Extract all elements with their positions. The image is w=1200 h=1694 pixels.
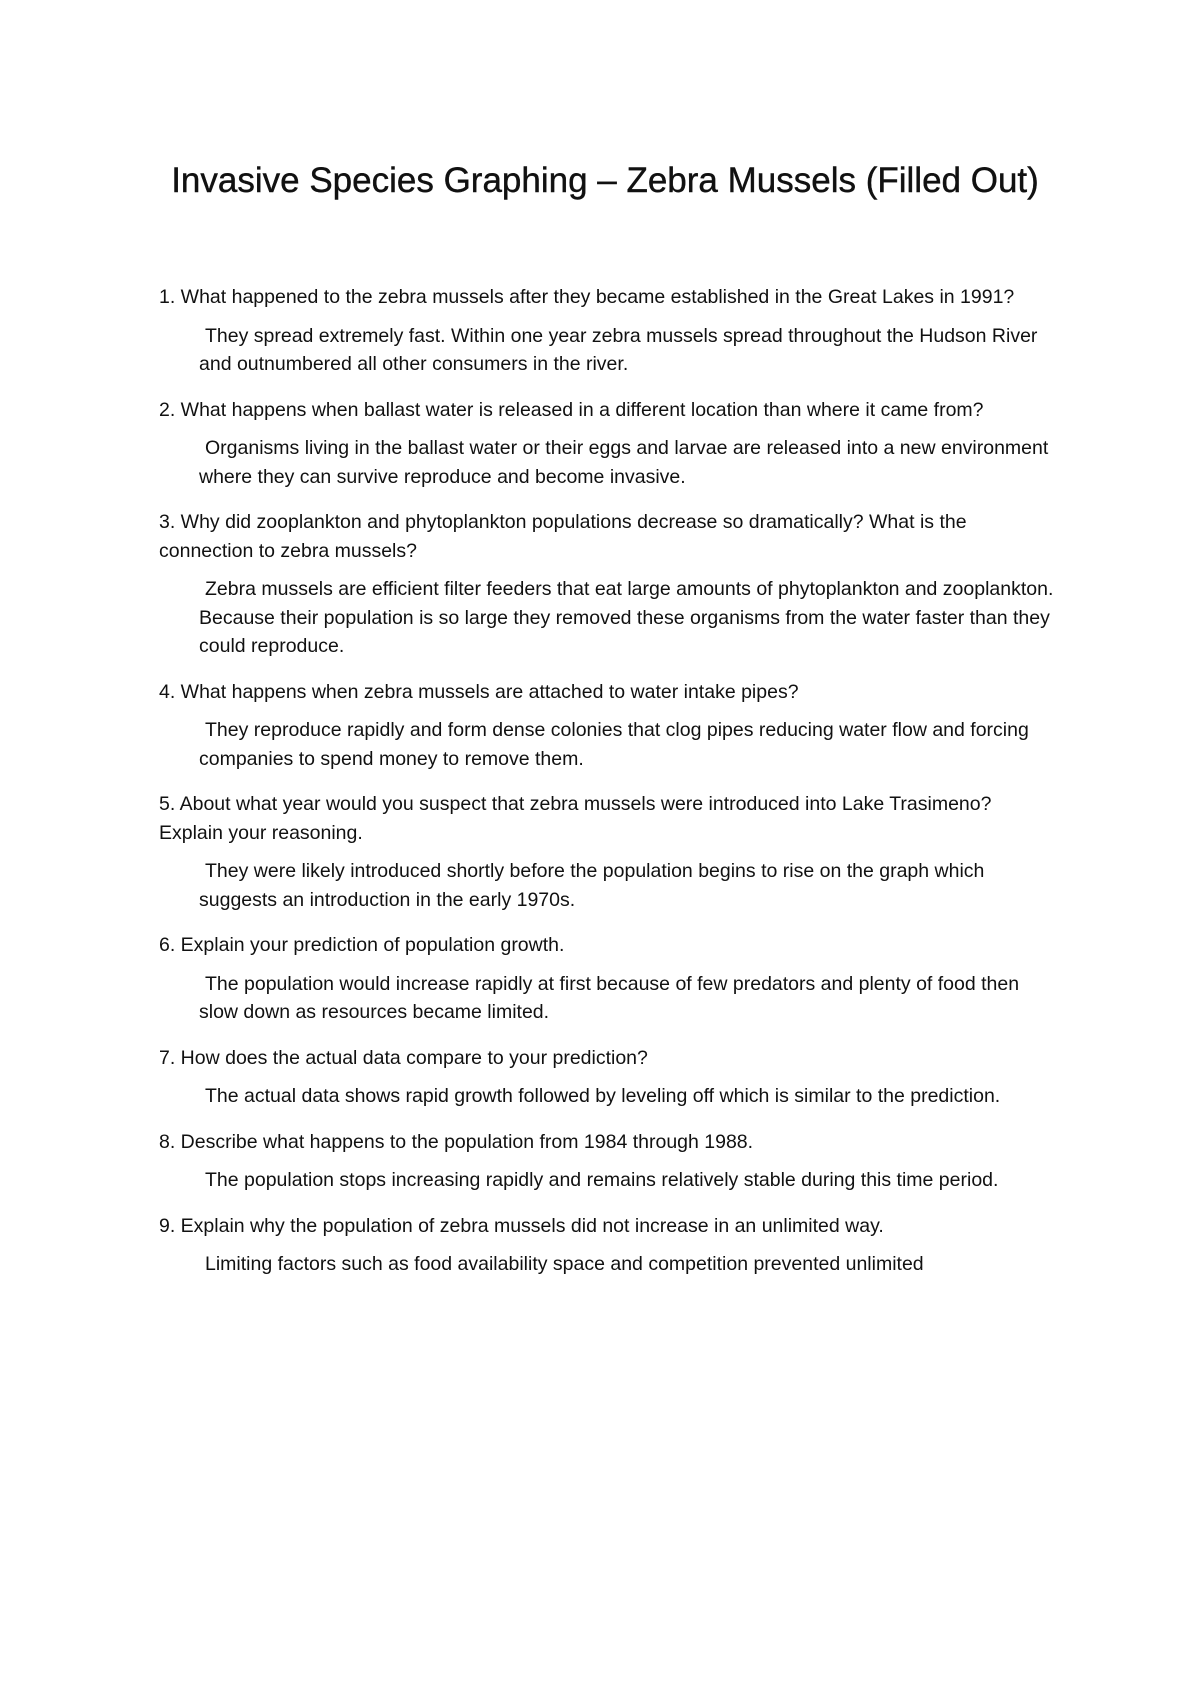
answer-8: The population stops increasing rapidly and remains relatively stable during this time period.	[205, 1169, 999, 1191]
answer-7: The actual data shows rapid growth followed by leveling off which is similar to the prediction.	[205, 1085, 1001, 1107]
question-list	[159, 283, 1059, 1296]
qa-item-6	[159, 931, 1059, 1027]
answer-6: The population would increase rapidly at first because of few predators and plenty of food then slow down as resources became limited.	[199, 972, 1020, 1023]
question-9: 9. Explain why the population of zebra mussels did not increase in an unlimited way.	[159, 1214, 884, 1237]
answer-5: They were likely introduced shortly before the population begins to rise on the graph which suggests an introduction in the early 1970s.	[199, 860, 985, 911]
qa-item-2	[159, 396, 1059, 492]
question-2: 2. What happens when ballast water is released in a different location than where it came from?	[159, 398, 984, 421]
question-4: 4. What happens when zebra mussels are attached to water intake pipes?	[159, 680, 799, 703]
qa-item-9	[159, 1212, 1059, 1279]
document-title: Invasive Species Graphing – Zebra Mussels (Filled Out)	[171, 161, 1039, 200]
answer-9: Limiting factors such as food availability space and competition prevented unlimited	[205, 1253, 924, 1275]
qa-item-7	[159, 1044, 1059, 1111]
answer-1: They spread extremely fast. Within one year zebra mussels spread throughout the Hudson River and outnumbered all other consumers in the river.	[199, 324, 1038, 375]
answer-2: Organisms living in the ballast water or their eggs and larvae are released into a new environment where they can survive reproduce and become invasive.	[199, 437, 1049, 488]
qa-item-4	[159, 678, 1059, 774]
qa-item-1	[159, 283, 1059, 379]
qa-item-5	[159, 790, 1059, 914]
answer-4: They reproduce rapidly and form dense colonies that clog pipes reducing water flow and forcing companies to spend money to remove them.	[199, 719, 1029, 770]
answer-3: Zebra mussels are efficient filter feeders that eat large amounts of phytoplankton and zooplankton. Because their population is so large they removed these organisms from the water faster than they could reproduce.	[199, 578, 1054, 657]
qa-item-8	[159, 1128, 1059, 1195]
question-5: 5. About what year would you suspect that zebra mussels were introduced into Lake Trasimeno? Explain your reasoning.	[159, 793, 992, 844]
question-3: 3. Why did zooplankton and phytoplankton populations decrease so dramatically? What is the connection to zebra mussels?	[159, 511, 967, 562]
question-7: 7. How does the actual data compare to your prediction?	[159, 1046, 648, 1069]
qa-item-3	[159, 508, 1059, 661]
question-6: 6. Explain your prediction of population growth.	[159, 934, 565, 956]
question-1: 1. What happened to the zebra mussels after they became established in the Great Lakes in 1991?	[159, 286, 1015, 308]
question-8: 8. Describe what happens to the population from 1984 through 1988.	[159, 1130, 754, 1153]
